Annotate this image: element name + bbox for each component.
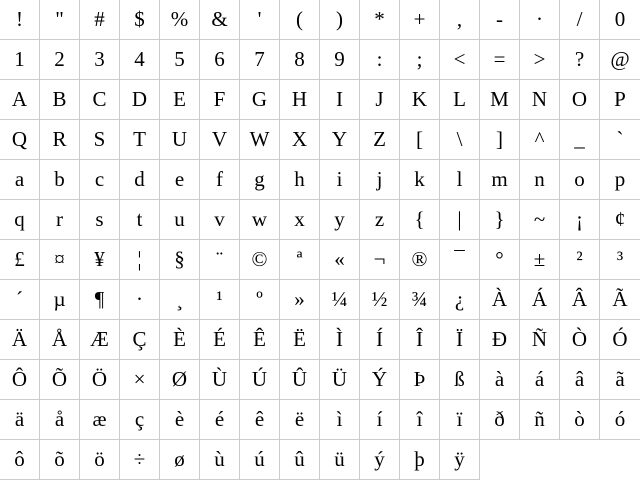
glyph-cell: ¾ (400, 280, 440, 320)
glyph-cell: ¿ (440, 280, 480, 320)
glyph-cell: _ (560, 120, 600, 160)
glyph-cell: ¼ (320, 280, 360, 320)
glyph-cell: Õ (40, 360, 80, 400)
glyph-cell: q (0, 200, 40, 240)
glyph-cell: { (400, 200, 440, 240)
glyph-cell: 0 (600, 0, 640, 40)
glyph-cell: N (520, 80, 560, 120)
glyph-cell: ) (320, 0, 360, 40)
glyph-cell: @ (600, 40, 640, 80)
glyph-cell: ñ (520, 400, 560, 440)
glyph-cell: ò (560, 400, 600, 440)
glyph-cell: S (80, 120, 120, 160)
glyph-cell: ¶ (80, 280, 120, 320)
glyph-cell: , (440, 0, 480, 40)
glyph-cell: W (240, 120, 280, 160)
glyph-cell: × (120, 360, 160, 400)
glyph-cell: w (240, 200, 280, 240)
glyph-cell: É (200, 320, 240, 360)
glyph-cell: i (320, 160, 360, 200)
glyph-cell: ¨ (200, 240, 240, 280)
glyph-cell: # (80, 0, 120, 40)
glyph-cell: ¹ (200, 280, 240, 320)
glyph-cell: Ü (320, 360, 360, 400)
glyph-cell: = (480, 40, 520, 80)
glyph-cell: Y (320, 120, 360, 160)
glyph-cell-empty (520, 440, 560, 480)
glyph-cell: Q (0, 120, 40, 160)
glyph-cell: ½ (360, 280, 400, 320)
glyph-cell: ç (120, 400, 160, 440)
glyph-cell: ± (520, 240, 560, 280)
glyph-cell: ³ (600, 240, 640, 280)
glyph-cell: J (360, 80, 400, 120)
glyph-cell: ¦ (120, 240, 160, 280)
glyph-cell: - (480, 0, 520, 40)
glyph-cell: C (80, 80, 120, 120)
glyph-cell: Ó (600, 320, 640, 360)
glyph-cell: % (160, 0, 200, 40)
glyph-cell: V (200, 120, 240, 160)
glyph-cell: R (40, 120, 80, 160)
glyph-cell: ö (80, 440, 120, 480)
glyph-cell: 2 (40, 40, 80, 80)
glyph-cell: ¤ (40, 240, 80, 280)
glyph-cell: d (120, 160, 160, 200)
glyph-cell: Ø (160, 360, 200, 400)
glyph-cell: ü (320, 440, 360, 480)
glyph-cell: ä (0, 400, 40, 440)
glyph-cell: » (280, 280, 320, 320)
glyph-cell: è (160, 400, 200, 440)
glyph-cell: Ò (560, 320, 600, 360)
glyph-cell: < (440, 40, 480, 80)
glyph-cell: Ç (120, 320, 160, 360)
glyph-cell: Ù (200, 360, 240, 400)
glyph-cell: 8 (280, 40, 320, 80)
glyph-cell: B (40, 80, 80, 120)
glyph-cell: s (80, 200, 120, 240)
glyph-cell: ú (240, 440, 280, 480)
glyph-cell: ð (480, 400, 520, 440)
glyph-cell: : (360, 40, 400, 80)
glyph-cell-empty (600, 440, 640, 480)
glyph-cell: ê (240, 400, 280, 440)
glyph-cell: o (560, 160, 600, 200)
glyph-cell: ì (320, 400, 360, 440)
glyph-cell: j (360, 160, 400, 200)
glyph-cell: > (520, 40, 560, 80)
glyph-cell: k (400, 160, 440, 200)
glyph-cell: 7 (240, 40, 280, 80)
glyph-cell: 1 (0, 40, 40, 80)
glyph-cell: g (240, 160, 280, 200)
glyph-cell: / (560, 0, 600, 40)
glyph-cell: ó (600, 400, 640, 440)
glyph-cell: ë (280, 400, 320, 440)
glyph-cell: O (560, 80, 600, 120)
glyph-cell: â (560, 360, 600, 400)
glyph-cell: 3 (80, 40, 120, 80)
glyph-cell: Î (400, 320, 440, 360)
glyph-cell: ^ (520, 120, 560, 160)
glyph-cell: ¯ (440, 240, 480, 280)
glyph-cell: ý (360, 440, 400, 480)
glyph-cell: U (160, 120, 200, 160)
glyph-cell: r (40, 200, 80, 240)
glyph-cell: À (480, 280, 520, 320)
glyph-cell: [ (400, 120, 440, 160)
glyph-cell: ? (560, 40, 600, 80)
glyph-cell: û (280, 440, 320, 480)
glyph-cell: « (320, 240, 360, 280)
glyph-cell: & (200, 0, 240, 40)
glyph-cell-empty (480, 440, 520, 480)
glyph-cell: î (400, 400, 440, 440)
glyph-cell: ' (240, 0, 280, 40)
glyph-cell: Ê (240, 320, 280, 360)
glyph-cell: ¡ (560, 200, 600, 240)
glyph-cell: · (520, 0, 560, 40)
glyph-cell: ß (440, 360, 480, 400)
glyph-cell: Í (360, 320, 400, 360)
glyph-cell: + (400, 0, 440, 40)
glyph-cell: ® (400, 240, 440, 280)
glyph-cell: È (160, 320, 200, 360)
glyph-cell: H (280, 80, 320, 120)
glyph-cell: ô (0, 440, 40, 480)
glyph-cell: ã (600, 360, 640, 400)
glyph-cell: © (240, 240, 280, 280)
glyph-cell: ; (400, 40, 440, 80)
glyph-cell: ÿ (440, 440, 480, 480)
glyph-cell: ! (0, 0, 40, 40)
glyph-cell: m (480, 160, 520, 200)
glyph-cell: D (120, 80, 160, 120)
glyph-cell: 6 (200, 40, 240, 80)
glyph-cell: f (200, 160, 240, 200)
glyph-cell: } (480, 200, 520, 240)
glyph-cell: º (240, 280, 280, 320)
glyph-cell: Ï (440, 320, 480, 360)
glyph-cell: M (480, 80, 520, 120)
glyph-cell: b (40, 160, 80, 200)
glyph-cell: ø (160, 440, 200, 480)
glyph-cell: £ (0, 240, 40, 280)
glyph-cell: ~ (520, 200, 560, 240)
glyph-cell: þ (400, 440, 440, 480)
glyph-cell: Ä (0, 320, 40, 360)
glyph-cell: ¬ (360, 240, 400, 280)
glyph-cell: Ã (600, 280, 640, 320)
glyph-cell-empty (560, 440, 600, 480)
glyph-cell: Û (280, 360, 320, 400)
glyph-cell: X (280, 120, 320, 160)
glyph-cell: Á (520, 280, 560, 320)
glyph-cell: å (40, 400, 80, 440)
glyph-cell: y (320, 200, 360, 240)
glyph-cell: á (520, 360, 560, 400)
glyph-cell: L (440, 80, 480, 120)
glyph-cell: Ì (320, 320, 360, 360)
glyph-cell: ª (280, 240, 320, 280)
glyph-cell: Ô (0, 360, 40, 400)
glyph-cell: Þ (400, 360, 440, 400)
glyph-cell: * (360, 0, 400, 40)
glyph-cell: a (0, 160, 40, 200)
glyph-cell: õ (40, 440, 80, 480)
glyph-cell: ² (560, 240, 600, 280)
glyph-cell: · (120, 280, 160, 320)
glyph-cell: " (40, 0, 80, 40)
glyph-cell: ´ (0, 280, 40, 320)
glyph-cell: æ (80, 400, 120, 440)
glyph-cell: t (120, 200, 160, 240)
glyph-cell: e (160, 160, 200, 200)
glyph-cell: ] (480, 120, 520, 160)
glyph-cell: v (200, 200, 240, 240)
glyph-cell: n (520, 160, 560, 200)
glyph-cell: µ (40, 280, 80, 320)
glyph-cell: 9 (320, 40, 360, 80)
glyph-cell: ¸ (160, 280, 200, 320)
glyph-cell: í (360, 400, 400, 440)
glyph-cell: h (280, 160, 320, 200)
glyph-cell: A (0, 80, 40, 120)
glyph-cell: ù (200, 440, 240, 480)
glyph-cell: ° (480, 240, 520, 280)
glyph-cell: Ö (80, 360, 120, 400)
glyph-cell: p (600, 160, 640, 200)
glyph-cell: Ñ (520, 320, 560, 360)
glyph-cell: ¢ (600, 200, 640, 240)
glyph-cell: Å (40, 320, 80, 360)
glyph-cell: ¥ (80, 240, 120, 280)
glyph-cell: K (400, 80, 440, 120)
glyph-cell: Z (360, 120, 400, 160)
glyph-cell: G (240, 80, 280, 120)
glyph-cell: 5 (160, 40, 200, 80)
glyph-cell: c (80, 160, 120, 200)
glyph-cell: u (160, 200, 200, 240)
glyph-cell: T (120, 120, 160, 160)
glyph-cell: 4 (120, 40, 160, 80)
glyph-cell: | (440, 200, 480, 240)
glyph-cell: Â (560, 280, 600, 320)
glyph-cell: I (320, 80, 360, 120)
glyph-cell: E (160, 80, 200, 120)
glyph-cell: Ë (280, 320, 320, 360)
glyph-cell: ` (600, 120, 640, 160)
glyph-cell: ï (440, 400, 480, 440)
glyph-cell: ( (280, 0, 320, 40)
glyph-cell: à (480, 360, 520, 400)
glyph-cell: Ú (240, 360, 280, 400)
glyph-cell: l (440, 160, 480, 200)
glyph-cell: \ (440, 120, 480, 160)
glyph-cell: Ð (480, 320, 520, 360)
glyph-cell: F (200, 80, 240, 120)
glyph-cell: P (600, 80, 640, 120)
glyph-cell: z (360, 200, 400, 240)
glyph-cell: x (280, 200, 320, 240)
glyph-cell: Ý (360, 360, 400, 400)
glyph-cell: $ (120, 0, 160, 40)
glyph-cell: Æ (80, 320, 120, 360)
glyph-cell: § (160, 240, 200, 280)
glyph-cell: ÷ (120, 440, 160, 480)
glyph-cell: é (200, 400, 240, 440)
